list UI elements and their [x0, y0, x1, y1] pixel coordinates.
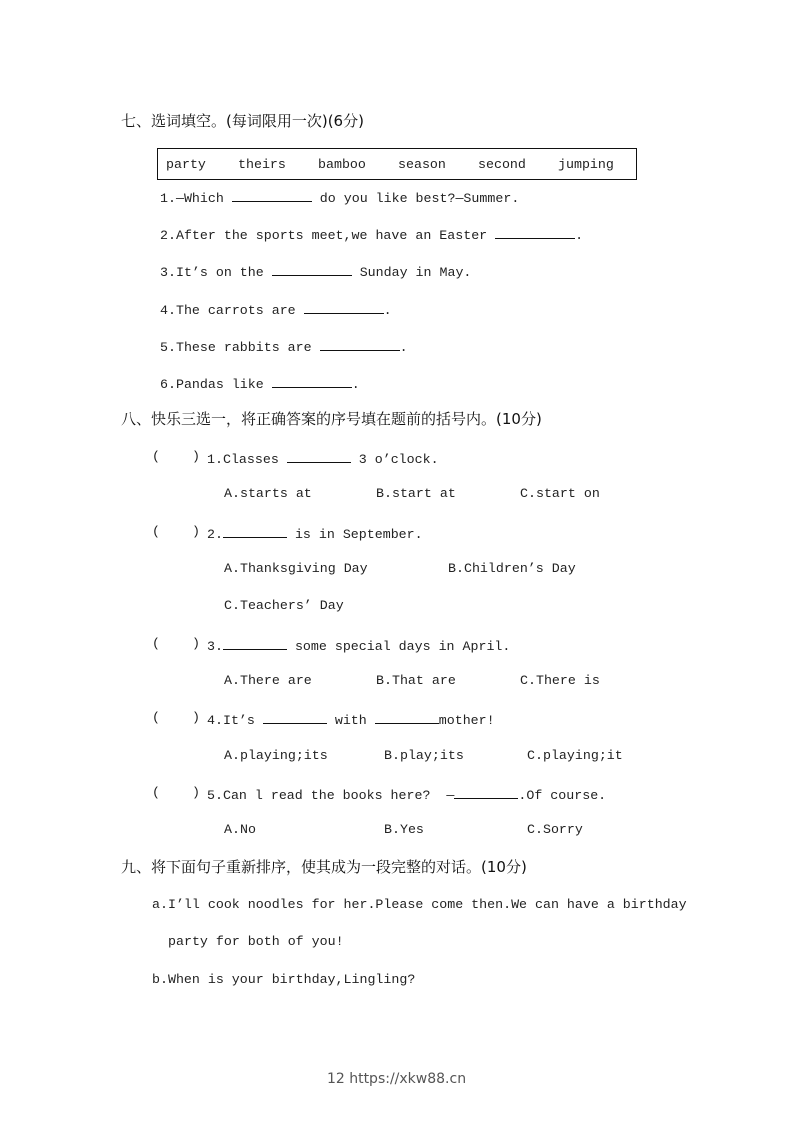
- question-text: 5.Can l read the books here? —: [207, 788, 455, 803]
- choice-question-2: [207, 523, 423, 541]
- question-text: 2.After the sports meet,we have an Easter: [160, 228, 496, 243]
- option-a: A.playing;its: [224, 748, 328, 763]
- word-bank-word: jumping: [558, 157, 614, 172]
- answer-paren-close[interactable]: ): [192, 449, 200, 464]
- question-text: do you like best?—Summer.: [311, 191, 520, 206]
- question-text: 3.: [207, 639, 223, 654]
- question-text: 6.Pandas like: [160, 377, 272, 392]
- question-text: mother!: [438, 713, 495, 728]
- dialogue-sentence-a: a.I’ll cook noodles for her.Please come then.We can have a birthday: [152, 897, 687, 912]
- fill-question-2: [160, 224, 583, 242]
- dialogue-sentence-b: b.When is your birthday,Lingling?: [152, 972, 416, 987]
- choice-question-1: [207, 448, 439, 466]
- answer-paren-open[interactable]: (: [152, 524, 160, 539]
- answer-blank: [375, 709, 439, 724]
- option-b: B.start at: [376, 486, 456, 501]
- option-c: C.Sorry: [527, 822, 583, 837]
- option-b: B.play;its: [384, 748, 464, 763]
- answer-paren-open[interactable]: (: [152, 785, 160, 800]
- option-c: C.Teachers’ Day: [224, 598, 344, 613]
- answer-blank[interactable]: [304, 299, 384, 314]
- question-text: .: [383, 303, 392, 318]
- fill-question-6: [160, 373, 360, 391]
- answer-paren-close[interactable]: ): [192, 524, 200, 539]
- answer-paren-close[interactable]: ): [192, 710, 200, 725]
- answer-blank: [223, 523, 287, 538]
- question-text: .: [575, 228, 584, 243]
- answer-paren-close[interactable]: ): [192, 785, 200, 800]
- answer-blank[interactable]: [272, 373, 352, 388]
- answer-blank[interactable]: [232, 187, 312, 202]
- choice-question-5: [207, 784, 606, 802]
- dialogue-sentence-a-cont: party for both of you!: [168, 934, 344, 949]
- answer-blank[interactable]: [272, 261, 352, 276]
- question-text: some special days in April.: [286, 639, 511, 654]
- word-bank-word: season: [398, 157, 446, 172]
- option-a: A.Thanksgiving Day: [224, 561, 368, 576]
- option-c: C.playing;it: [527, 748, 623, 763]
- question-text: .: [399, 340, 408, 355]
- option-b: B.That are: [376, 673, 456, 688]
- word-bank-word: bamboo: [318, 157, 366, 172]
- option-a: A.starts at: [224, 486, 312, 501]
- question-text: 4.It’s: [207, 713, 263, 728]
- answer-blank: [454, 784, 518, 799]
- choice-question-3: [207, 635, 510, 653]
- word-bank-word: party: [166, 157, 206, 172]
- option-a: A.No: [224, 822, 256, 837]
- option-c: C.start on: [520, 486, 600, 501]
- word-bank-word: second: [478, 157, 526, 172]
- fill-question-3: [160, 261, 471, 279]
- option-b: B.Children’s Day: [448, 561, 576, 576]
- fill-question-5: [160, 336, 408, 354]
- section-9-heading: 九、将下面句子重新排序，使其成为一段完整的对话。(10分): [121, 858, 527, 876]
- question-text: 4.The carrots are: [160, 303, 304, 318]
- question-text: 3.It’s on the: [160, 265, 272, 280]
- choice-question-4: [207, 709, 495, 727]
- answer-paren-open[interactable]: (: [152, 636, 160, 651]
- question-text: 3 o’clock.: [350, 452, 439, 467]
- option-a: A.There are: [224, 673, 312, 688]
- option-b: B.Yes: [384, 822, 424, 837]
- page-footer: 12 https://xkw88.cn: [326, 1071, 467, 1087]
- answer-paren-close[interactable]: ): [192, 636, 200, 651]
- word-bank-word: theirs: [238, 157, 286, 172]
- answer-paren-open[interactable]: (: [152, 710, 160, 725]
- question-text: 1.—Which: [160, 191, 232, 206]
- question-text: 5.These rabbits are: [160, 340, 320, 355]
- section-8-heading: 八、快乐三选一，将正确答案的序号填在题前的括号内。(10分): [121, 410, 542, 428]
- answer-blank[interactable]: [320, 336, 400, 351]
- question-text: .: [351, 377, 360, 392]
- question-text: 2.: [207, 527, 223, 542]
- question-text: is in September.: [286, 527, 423, 542]
- answer-blank: [287, 448, 351, 463]
- question-text: .Of course.: [518, 788, 607, 803]
- answer-blank: [223, 635, 287, 650]
- answer-blank: [263, 709, 327, 724]
- question-text: Sunday in May.: [351, 265, 472, 280]
- question-text: with: [326, 713, 375, 728]
- fill-question-4: [160, 299, 392, 317]
- section-7-heading: 七、选词填空。(每词限用一次)(6分): [121, 112, 364, 130]
- answer-paren-open[interactable]: (: [152, 449, 160, 464]
- option-c: C.There is: [520, 673, 600, 688]
- answer-blank[interactable]: [495, 224, 575, 239]
- fill-question-1: [160, 187, 519, 205]
- question-text: 1.Classes: [207, 452, 287, 467]
